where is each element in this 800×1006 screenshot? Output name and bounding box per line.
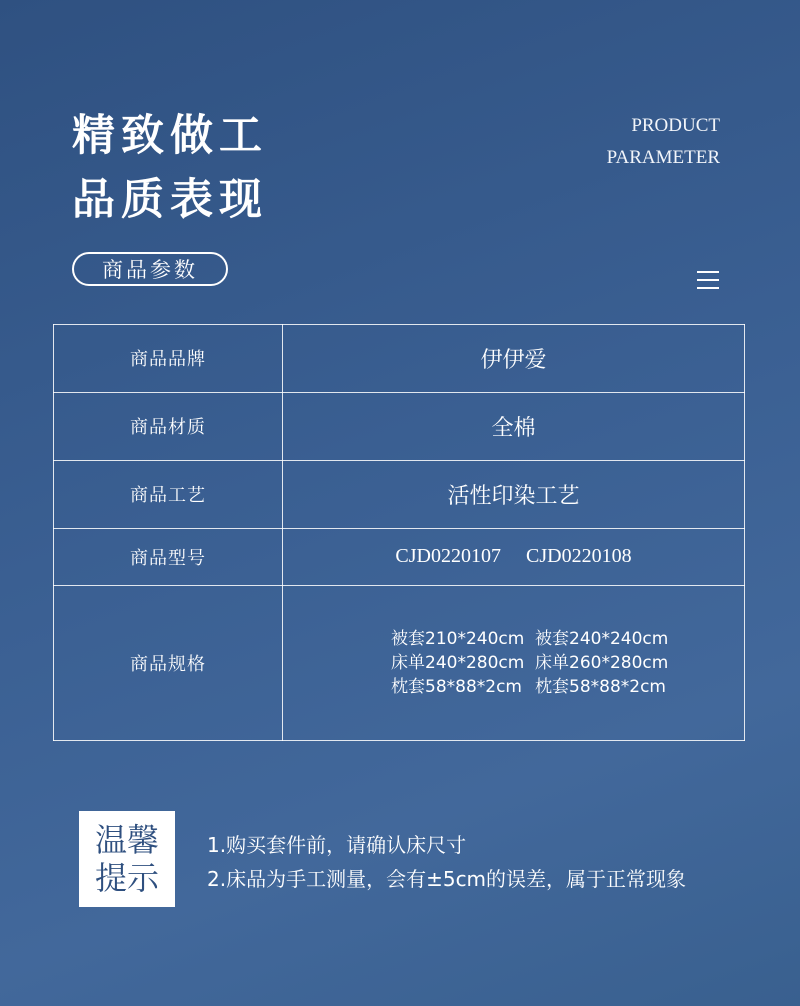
table-row-craft <box>54 460 745 528</box>
spec-line-sheet <box>391 651 744 675</box>
brand-label: 商品品牌 <box>54 325 283 393</box>
material-value: 全棉 <box>283 392 745 460</box>
tip-badge <box>79 811 175 907</box>
spec-duvet-1: 被套210*240cm <box>391 629 525 649</box>
model-value <box>283 528 745 585</box>
craft-value: 活性印染工艺 <box>283 460 745 528</box>
model-number-1: CJD0220107 <box>395 545 501 568</box>
spec-line-pillow <box>391 675 744 699</box>
hamburger-menu-icon[interactable] <box>697 271 719 289</box>
english-heading-line-1: PRODUCT <box>631 115 720 136</box>
title-line-2: 品质表现 <box>72 175 268 225</box>
spec-value <box>283 586 745 741</box>
tip-item-1: 1.购买套件前，请确认床尺寸 <box>207 833 467 857</box>
parameter-table <box>53 324 745 741</box>
table-row-spec <box>54 586 745 741</box>
tip-badge-line-2: 提示 <box>94 859 159 897</box>
spec-label: 商品规格 <box>54 586 283 741</box>
material-label: 商品材质 <box>54 392 283 460</box>
craft-label: 商品工艺 <box>54 460 283 528</box>
brand-value: 伊伊爱 <box>283 325 745 393</box>
table-row-model <box>54 528 745 585</box>
english-heading <box>607 110 720 174</box>
tip-badge-line-1: 温馨 <box>94 821 159 859</box>
section-badge: 商品参数 <box>72 252 228 286</box>
page-title <box>72 104 268 232</box>
english-heading-line-2: PARAMETER <box>606 147 720 168</box>
model-number-2: CJD0220108 <box>526 545 632 568</box>
table-row-brand <box>54 325 745 393</box>
spec-duvet-2: 被套240*240cm <box>535 629 669 649</box>
tip-item-2: 2.床品为手工测量，会有±5cm的误差，属于正常现象 <box>207 867 687 891</box>
spec-pillow-1: 枕套58*88*2cm <box>391 677 522 697</box>
tip-list <box>207 828 686 896</box>
model-label: 商品型号 <box>54 528 283 585</box>
spec-pillow-2: 枕套58*88*2cm <box>535 677 666 697</box>
table-row-material <box>54 392 745 460</box>
spec-sheet-2: 床单260*280cm <box>535 653 669 673</box>
title-line-1: 精致做工 <box>72 111 268 161</box>
spec-line-duvet <box>391 627 744 651</box>
spec-sheet-1: 床单240*280cm <box>391 653 525 673</box>
